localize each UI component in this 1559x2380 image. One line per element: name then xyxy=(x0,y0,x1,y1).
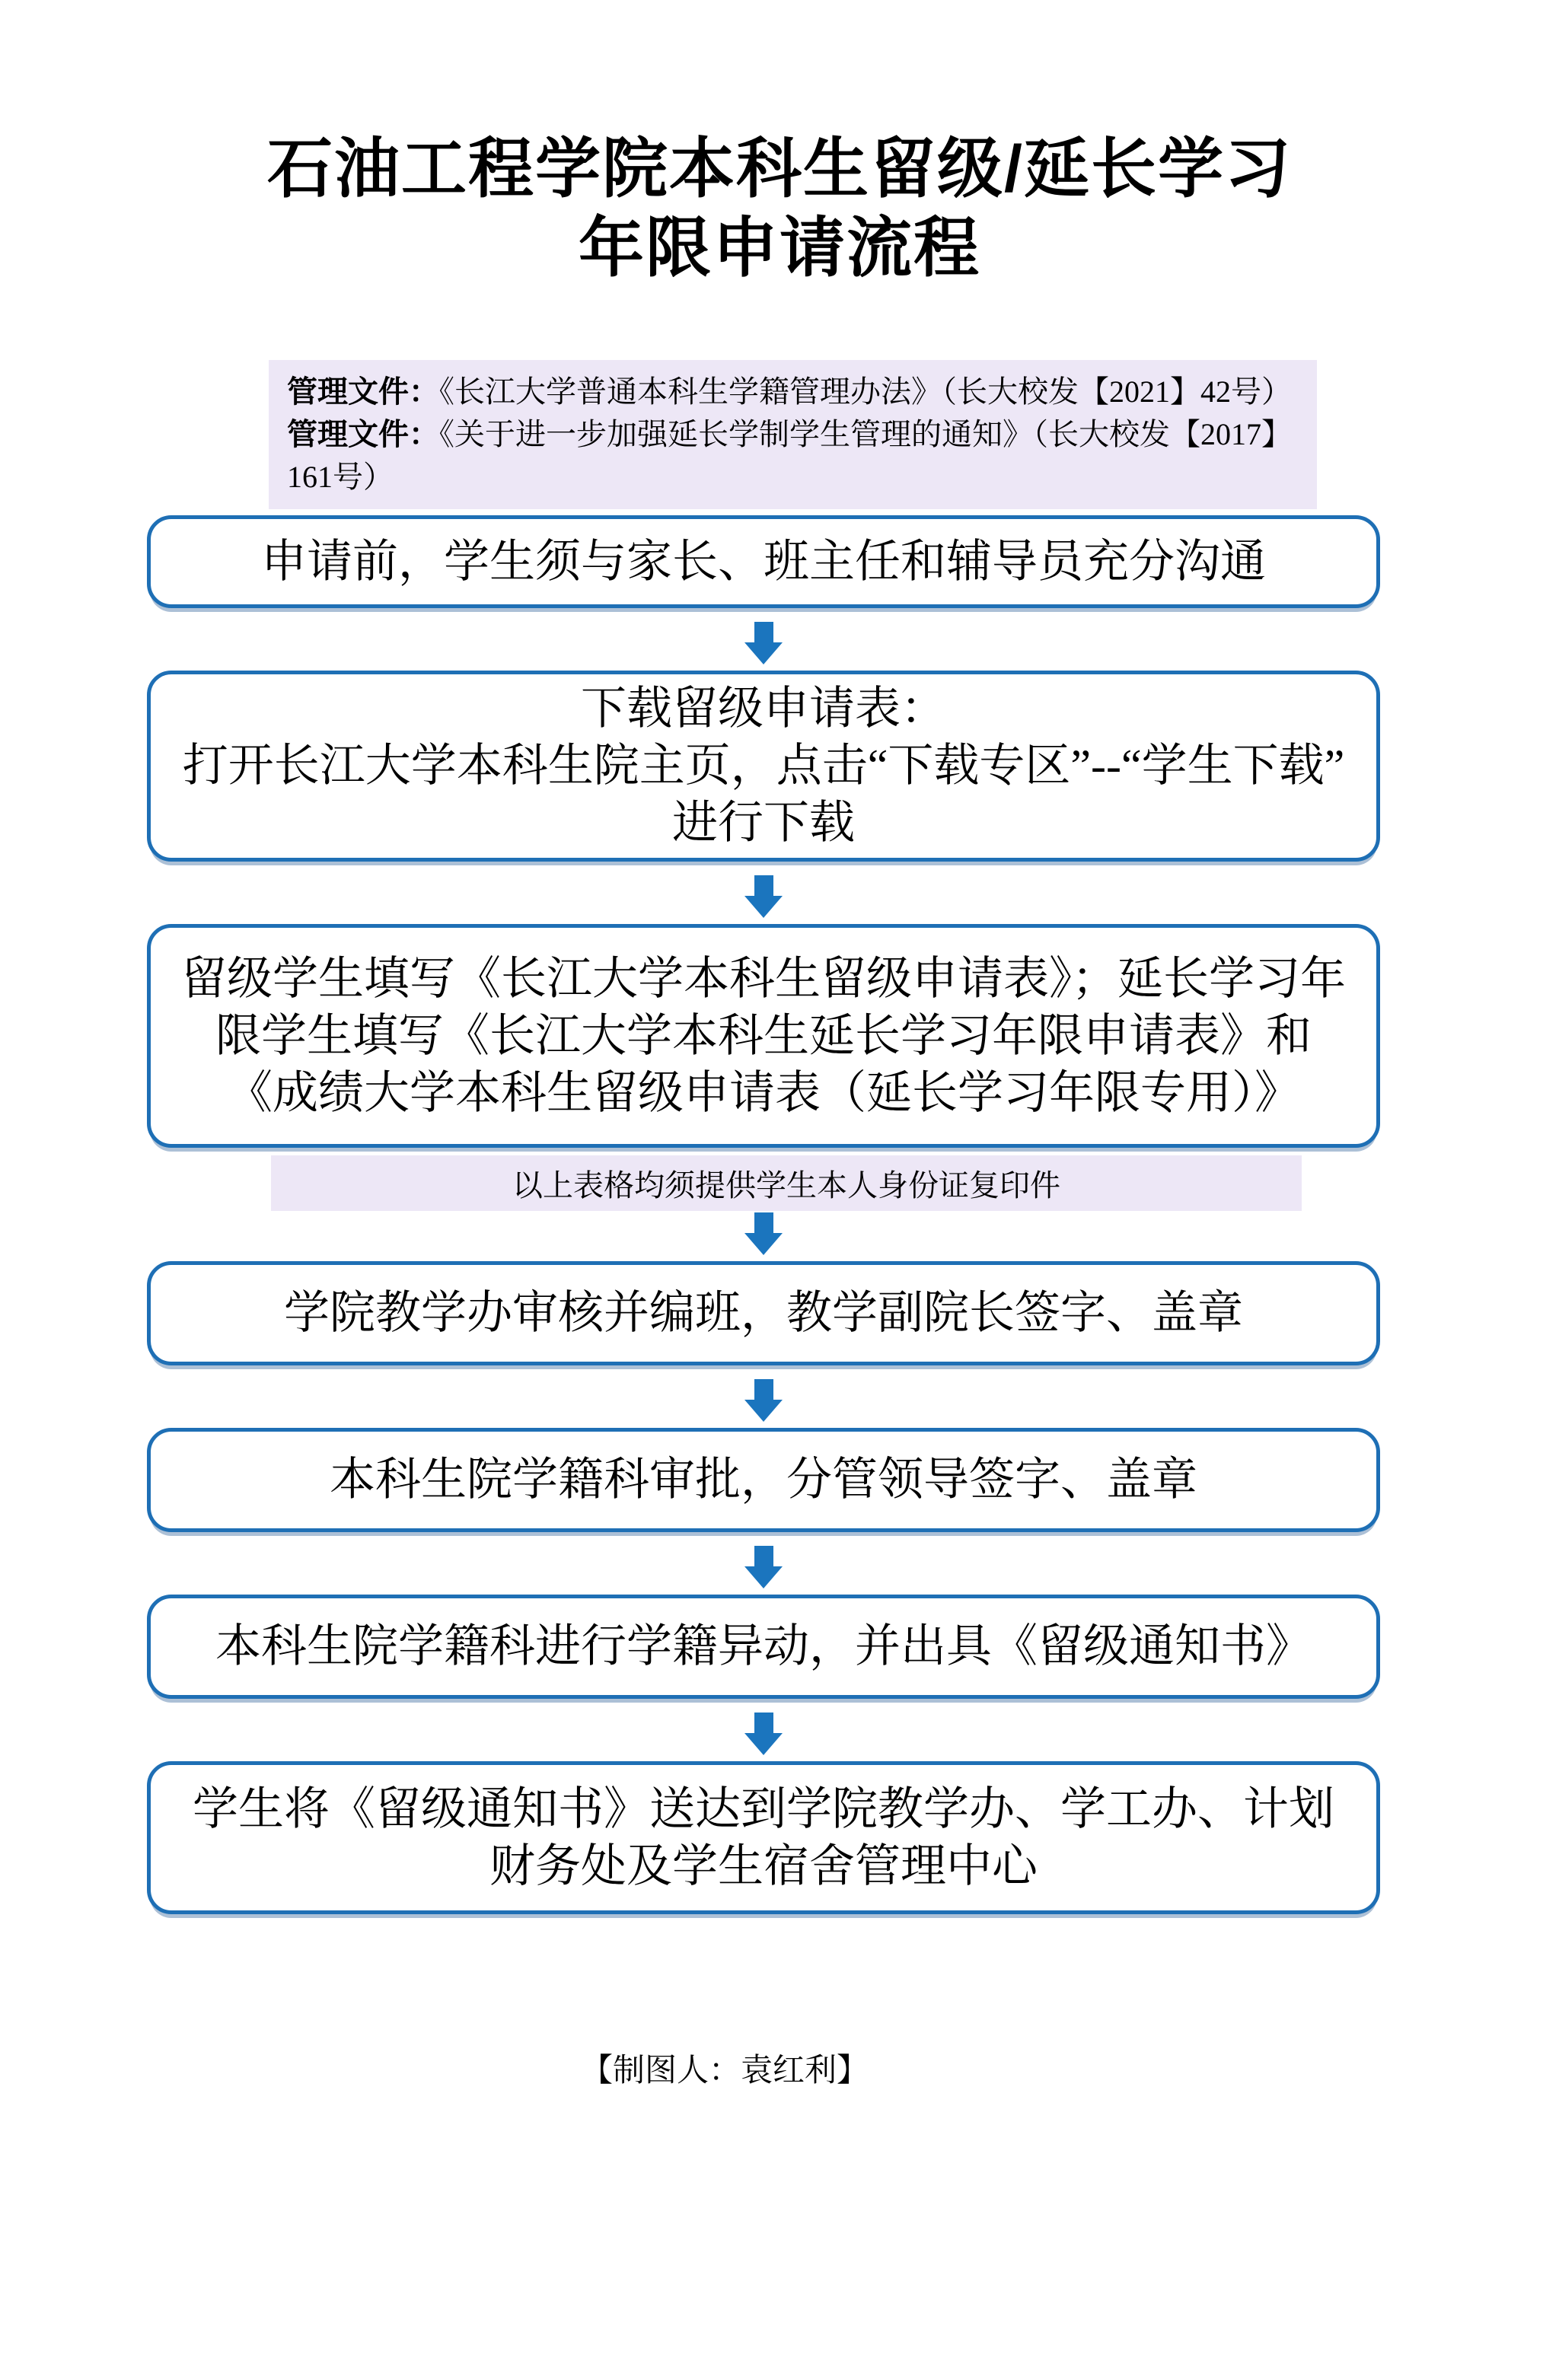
down-arrow-icon xyxy=(744,875,783,918)
credit-line-text: 【制图人：袁红利】 xyxy=(580,2052,869,2088)
reference-documents-box xyxy=(269,360,1317,509)
flow-step-6-box xyxy=(147,1595,1380,1699)
down-arrow-icon xyxy=(744,1546,783,1588)
reference-document-1 xyxy=(287,371,1299,413)
reference-document-2-text: 《关于进一步加强延长学制学生管理的通知》（长大校发【2017】161号） xyxy=(287,417,1292,494)
flow-step-3-text: 留级学生填写《长江大学本科生留级申请表》；延长学习年限学生填写《长江大学本科生延长学习年限申请表》和《成绩大学本科生留级申请表（延长学习年限专用）》 xyxy=(181,953,1346,1118)
arrow-head xyxy=(744,1733,783,1755)
flow-step-2-box xyxy=(147,671,1380,862)
flow-step-6-text: 本科生院学籍科进行学籍异动，并出具《留级通知书》 xyxy=(215,1621,1312,1671)
flow-step-7-text: 学生将《留级通知书》送达到学院教学办、学工办、计划财务处及学生宿舍管理中心 xyxy=(193,1783,1334,1891)
page-title xyxy=(0,129,1559,288)
arrow-stem xyxy=(754,1546,773,1566)
flow-step-2-heading: 下载留级申请表： xyxy=(581,683,946,734)
flow-step-4-box xyxy=(147,1261,1380,1365)
flow-step-3-box xyxy=(147,924,1380,1148)
id-copy-note xyxy=(271,1155,1302,1211)
down-arrow-icon xyxy=(744,1379,783,1422)
flow-step-1-box xyxy=(147,515,1380,608)
down-arrow-icon xyxy=(744,1713,783,1755)
arrow-stem xyxy=(754,1713,773,1733)
page-title-line-1: 石油工程学院本科生留级/延长学习 xyxy=(267,132,1292,206)
arrow-head xyxy=(744,1400,783,1422)
flowchart xyxy=(147,515,1380,1914)
credit-line xyxy=(0,2045,1504,2091)
arrow-stem xyxy=(754,1379,773,1400)
id-copy-note-text: 以上表格均须提供学生本人身份证复印件 xyxy=(512,1168,1060,1203)
page-title-line-2: 年限申请流程 xyxy=(579,212,980,285)
reference-document-1-text: 《长江大学普通本科生学籍管理办法》（长大校发【2021】42号） xyxy=(439,374,1292,409)
reference-document-2-label: 管理文件： xyxy=(287,417,439,451)
arrow-stem xyxy=(754,622,773,642)
down-arrow-icon xyxy=(744,1212,783,1255)
reference-document-1-label: 管理文件： xyxy=(287,374,439,409)
flow-step-4-text: 学院教学办审核并编班，教学副院长签字、盖章 xyxy=(284,1288,1243,1338)
arrow-head xyxy=(744,1233,783,1255)
arrow-stem xyxy=(754,875,773,896)
flow-step-2-text: 打开长江大学本科生院主页，点击“下载专区”--“学生下载”进行下载 xyxy=(182,741,1345,848)
flow-step-5-text: 本科生院学籍科审批，分管领导签字、盖章 xyxy=(330,1454,1197,1505)
down-arrow-icon xyxy=(744,622,783,664)
arrow-head xyxy=(744,1566,783,1588)
flow-step-1-text: 申请前，学生须与家长、班主任和辅导员充分沟通 xyxy=(261,536,1266,587)
reference-document-2 xyxy=(287,413,1299,499)
arrow-head xyxy=(744,642,783,664)
arrow-head xyxy=(744,896,783,918)
flow-step-7-box xyxy=(147,1761,1380,1914)
arrow-stem xyxy=(754,1212,773,1233)
flow-step-5-box xyxy=(147,1428,1380,1532)
